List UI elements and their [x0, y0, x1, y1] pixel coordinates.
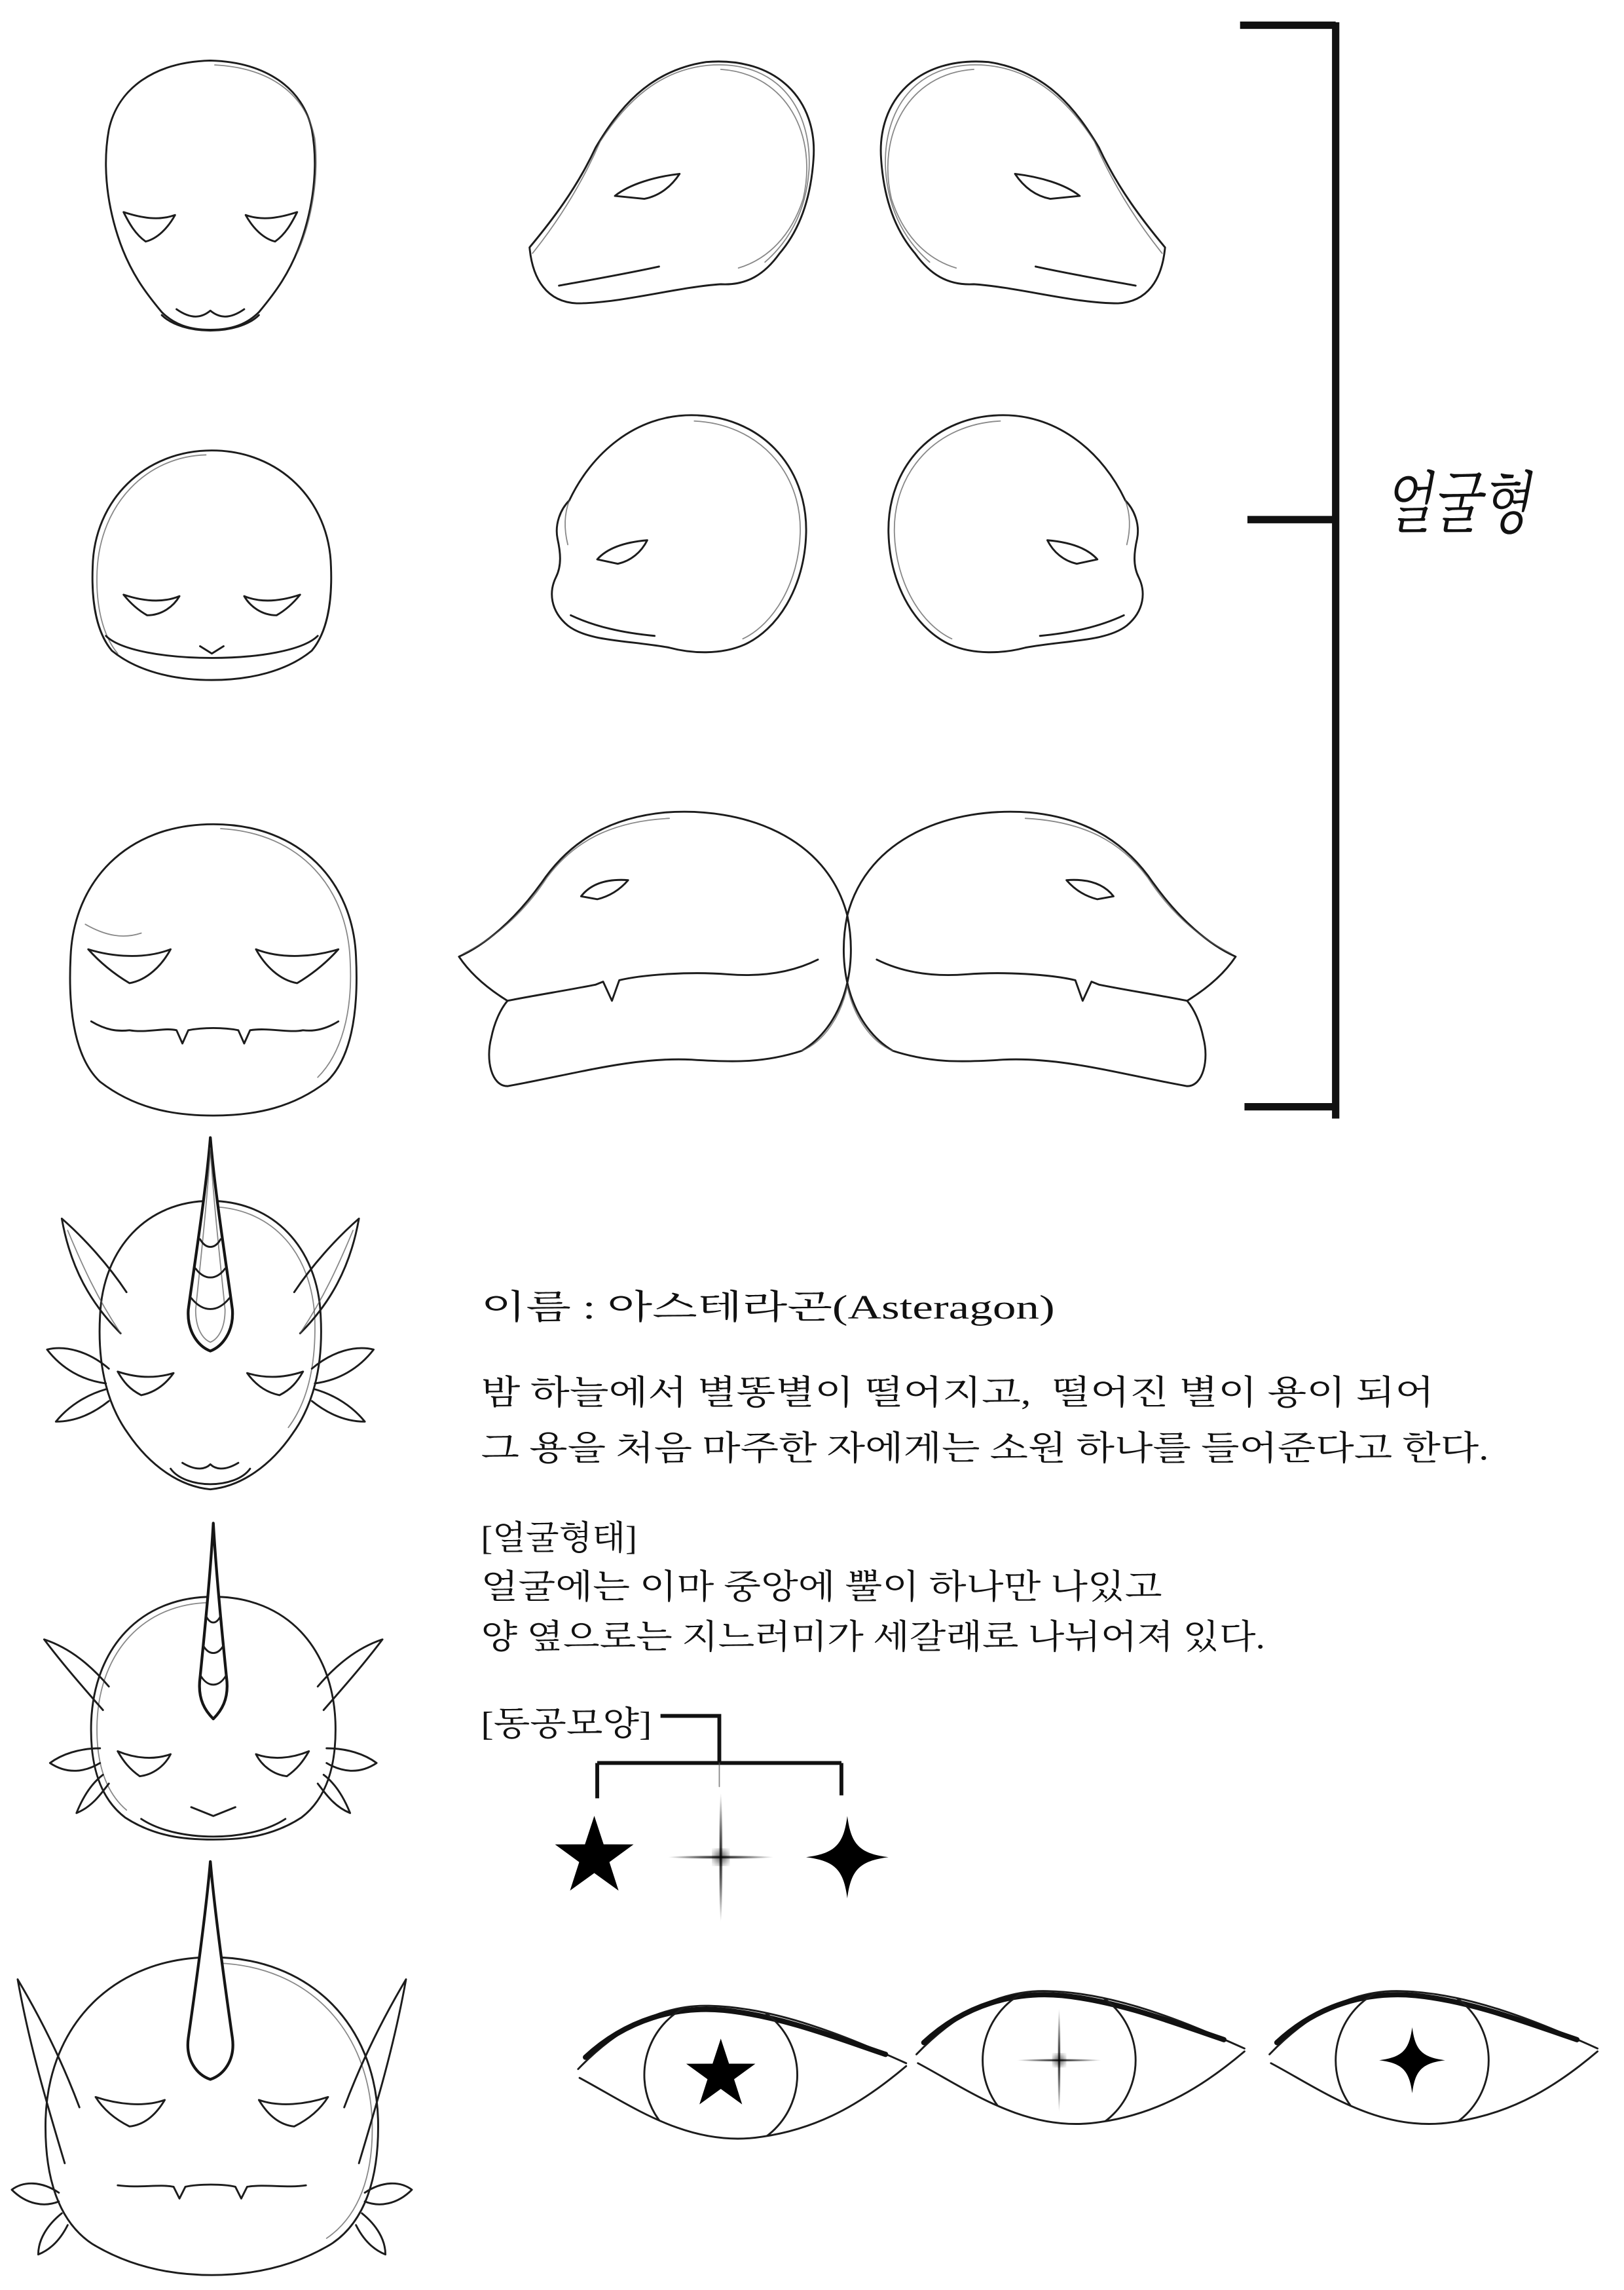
left-side-features: [47, 1218, 174, 1421]
sparkle-pupil-icon: [668, 1792, 774, 1922]
jaw-line: [106, 636, 318, 658]
left-eye: [88, 949, 171, 983]
fin-inner-line: [67, 1230, 120, 1333]
sketch-line: [97, 1603, 209, 1811]
right-eye: [246, 212, 297, 242]
face-section-line-2: 양 옆으로는 지느러미가 세갈래로 나뉘어져 있다.: [481, 1619, 1265, 1657]
mouth-line: [183, 1463, 238, 1469]
lore-line-1: 밤 하늘에서 별똥별이 떨어지고, 떨어진 별이 용이 되어: [481, 1374, 1435, 1412]
face-section-line-1: 얼굴에는 이마 중앙에 뿔이 하나만 나있고: [481, 1568, 1162, 1606]
sketch-line: [221, 829, 350, 1078]
right-side-features: [247, 1218, 373, 1421]
left-eye: [124, 595, 179, 615]
character-name-line: 이름 : 아스테라곤(Asteragon): [481, 1289, 1055, 1327]
face-shape-label: 얼굴형: [1382, 464, 1533, 544]
mouth-line: [118, 2185, 306, 2198]
pupil-section-heading: [동공모양]: [481, 1705, 652, 1743]
right-eye: [244, 595, 300, 615]
head-outline: [106, 60, 315, 329]
lore-line-2: 그 용을 처음 마주한 자에게는 소원 하나를 들어준다고 한다.: [481, 1430, 1489, 1468]
eye-outline: [578, 1999, 906, 2152]
eye-sketch-star-pupil: [578, 1999, 906, 2152]
eye: [118, 1372, 174, 1395]
head-sketch-left-profile-narrow: [530, 62, 814, 303]
head-sketch-front-large: [70, 824, 356, 1116]
upper-fin: [62, 1218, 126, 1333]
upper-fin: [18, 1980, 79, 2164]
mouth-line: [191, 1807, 235, 1816]
horn: [200, 1523, 227, 1719]
horn: [188, 1138, 232, 1351]
head-sketch-front-narrow: [106, 60, 316, 330]
left-side-features: [44, 1640, 170, 1813]
star-pupil-icon: [686, 2038, 756, 2104]
left-eye: [124, 212, 175, 242]
head-sketch-right-profile-large: [843, 812, 1236, 1086]
eye: [96, 2097, 165, 2126]
lower-fin: [38, 2213, 67, 2255]
eye-sketch-four-point-pupil: [1270, 1983, 1598, 2137]
eye-sketch-sparkle-pupil: [916, 1983, 1244, 2137]
head-sketch-left-profile-large: [459, 812, 851, 1086]
eye: [118, 1752, 171, 1776]
head-sketch-left-profile-round: [552, 415, 806, 652]
head-sketch-right-profile-narrow: [881, 62, 1165, 303]
mouth-line: [91, 1021, 338, 1043]
mouth-line: [200, 646, 224, 653]
left-side-features: [12, 1980, 165, 2255]
face-shape-bracket: [1240, 22, 1336, 1119]
sketch-line: [215, 65, 316, 253]
star-pupil-icon: [555, 1816, 634, 1890]
head-outline: [92, 451, 331, 680]
four-point-star-pupil-icon: [1379, 2027, 1445, 2093]
right-side-features: [259, 1980, 412, 2255]
horned-head-sketch-large: [12, 1862, 412, 2275]
head-sketch-right-profile-round: [889, 415, 1143, 652]
right-side-features: [256, 1640, 382, 1813]
head-sketch-front-round: [92, 451, 331, 680]
horned-head-sketch-small: [47, 1138, 374, 1490]
bracket-stem: [661, 1716, 720, 1763]
middle-fin: [12, 2183, 59, 2204]
mouth-line: [177, 309, 244, 316]
lower-fin: [56, 1389, 109, 1421]
brow-line: [85, 924, 141, 936]
face-section-heading: [얼굴형태]: [481, 1520, 637, 1558]
right-eye: [256, 949, 339, 983]
sparkle-pupil-icon: [1017, 2008, 1101, 2112]
horned-head-sketch-round: [44, 1523, 382, 1839]
sketch-line: [97, 455, 206, 653]
horn: [188, 1862, 233, 2079]
four-point-star-pupil-icon: [806, 1816, 889, 1898]
